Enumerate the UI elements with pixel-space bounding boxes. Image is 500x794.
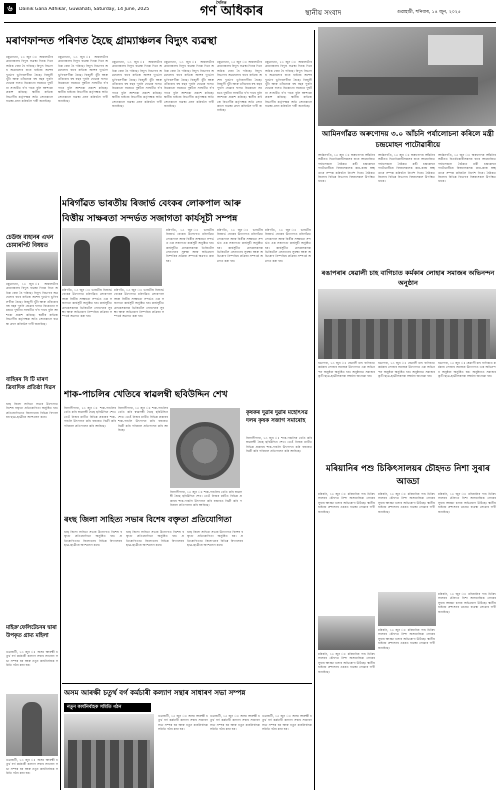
bottles-photo [318, 616, 375, 650]
article-9-subhead: নতুন কাৰ্যনিৰ্বাহক সমিতি গঠন [64, 703, 151, 712]
article-7-body-col6: মৰিয়নি, ১৩ জুন ঃ মৰিয়ানিৰ পশু চিকিৎসালয়ৰ চৌহদত নিশা অসামাজিক লোকৰ সুৰাৰ আড্ডা চলাৰ অভিযোগ উঠিছে। স্থানীয় ৰাইজে প্ৰশাসনৰ ওচৰত ব্যৱস্থা লোৱাৰ দাবী জনাইছে। [318, 652, 375, 674]
article-7-body-col4: মৰিয়নি, ১৩ জুন ঃ মৰিয়ানিৰ পশু চিকিৎসালয়ৰ চৌহদত নিশা অসামাজিক লোকৰ সুৰাৰ আড্ডা চলাৰ অভিযোগ উঠিছে। স্থানীয় ৰাইজে প্ৰশাসনৰ ওচৰত ব্যৱস্থা লোৱাৰ দাবী জনাইছে। [378, 628, 435, 650]
group-shape [68, 740, 150, 788]
vegetable-photo [170, 408, 240, 488]
article-1-body-col4: ঢকুৱাখনা, ১৩ জুন ঃ অঞ্চলটোৰ গ্ৰাম্যাঞ্চলৰ বিদ্যুৎ ব্যৱস্থা দিনক দিনে অধিক বেয়া হৈ পৰিছে। বিদ্যুৎ বিভাগৰ অৱহেলাৰ বাবে ৰাইজে অশেষ দুৰ্ভোগ ভুগিবলগীয়া হৈছে। বিজুলী খুঁটা আৰু তাঁৰবোৰ বহু বছৰ পুৰণি হোৱাৰ ফলত যিকোনো সময়তে দুৰ্ঘটনা সংঘটিত হ'ব পাৰে বুলি আশংকা প্ৰকাশ কৰিছে। স্থানীয় ৰাইজে বিভাগীয় কৰ্তৃপক্ষক অতি সোনকালে ব্যৱস্থা গ্ৰহণ কৰিবলৈ দাবী জনাইছে। [164, 60, 214, 109]
side-article-2-body: ৰংছ জিলা সাহিত্য সভাৰ উদ্যোগত বিশেষ বক্তৃতা প্ৰতিযোগিতা অনুষ্ঠিত হয়। প্ৰতিযোগিতাত জিলাখনৰ বিভিন্ন বিদ্যালয়ৰ ছাত্ৰ-ছাত্ৰীয়ে অংশগ্ৰহণ কৰে। [6, 402, 58, 420]
article-1-body-col5: ঢকুৱাখনা, ১৩ জুন ঃ অঞ্চলটোৰ গ্ৰাম্যাঞ্চলৰ বিদ্যুৎ ব্যৱস্থা দিনক দিনে অধিক বেয়া হৈ পৰিছে। বিদ্যুৎ বিভাগৰ অৱহেলাৰ বাবে ৰাইজে অশেষ দুৰ্ভোগ ভুগিবলগীয়া হৈছে। বিজুলী খুঁটা আৰু তাঁৰবোৰ বহু বছৰ পুৰণি হোৱাৰ ফলত যিকোনো সময়তে দুৰ্ঘটনা সংঘটিত হ'ব পাৰে বুলি আশংকা প্ৰকাশ কৰিছে। স্থানীয় ৰাইজে বিভাগীয় কৰ্তৃপক্ষক অতি সোনকালে ব্যৱস্থা গ্ৰহণ কৰিবলৈ দাবী জনাইছে। [217, 60, 262, 113]
article-7-body-col2: মৰিয়নি, ১৩ জুন ঃ মৰিয়ানিৰ পশু চিকিৎসালয়ৰ চৌহদত নিশা অসামাজিক লোকৰ সুৰাৰ আড্ডা চলাৰ অভিযোগ উঠিছে। স্থানীয় ৰাইজে প্ৰশাসনৰ ওচৰত ব্যৱস্থা লোৱাৰ দাবী জনাইছে। [378, 492, 435, 514]
article-6-body: বিলাসীপাৰা, ১৩ জুন ঃ শাক-পাচলিৰ খেতি কৰি স্বাৱলম্বী হৈছে ছবিউদ্দিন শেখ। তেওঁ নিজৰ মাটিত বিভিন্ন প্ৰকাৰৰ শাক-পাচলি উৎপাদন কৰি বজাৰত বিক্ৰী কৰি পৰিয়াল প্ৰতিপালন কৰি আহিছে। [246, 436, 312, 454]
side-article-3-body-2: গুৱাহাটী, ১৩ জুন ঃ অসম আৰক্ষী চতুৰ্থ বৰ্গ কৰ্মচাৰী কল্যাণ সন্থাৰ সাধাৰণ সভা সম্পন্ন হয় আৰু নতুন কাৰ্যনিৰ্বাহক সমিতি গঠন কৰা হয়। [6, 758, 58, 776]
article-5-headline: শাক-পাচলিৰ খেতিৰে স্বাৱলম্বী ছবিউদ্দিন শেখ [64, 390, 228, 400]
article-9-top-rule [62, 683, 312, 684]
article-3-body-col1: মৰিগাঁও, ১৩ জুন ঃ ভাৰতীয় ৰিজাৰ্ভ বেংকৰ উদ্যোগত মৰিগাঁৱত লোকপাল আৰু বিত্তীয় সাক্ষৰতা সন্দৰ্ভত এক সজাগতা কাৰ্যসূচী অনুষ্ঠিত হয়। কাৰ্যসূচীত গ্ৰাহকসকলক ডিজিটেল লেনদেনৰ সুৰক্ষা আৰু অভিযোগ নিষ্পত্তিৰ প্ৰক্ৰিয়া সম্পৰ্কে অৱগত কৰা হয়। [62, 288, 112, 319]
rbi-photo [62, 228, 162, 286]
article-4-body-col1: ৰঙাপৰা, ১৩ জুন ঃ ষেৱালী চাহ বাগিচাত কৰ্মকাৰ লোহাৰ সমাজৰ উদ্যোগত এক অভিনন্দন অনুষ্ঠান অনুষ্ঠিত হয়। অনুষ্ঠানত সমাজৰ কৃতী ছাত্ৰ-ছাত্ৰীসকলক সম্বৰ্ধনা জনোৱা হয়। [318, 361, 375, 379]
article-7-headline: মৰিয়ানিৰ পশু চিকিৎসালয়ৰ চৌহদত নিশা সুৰাৰ আড্ডা [326, 464, 490, 487]
article-5-body-col1: বিলাসীপাৰা, ১৩ জুন ঃ শাক-পাচলিৰ খেতি কৰি স্বাৱলম্বী হৈছে ছবিউদ্দিন শেখ। তেওঁ নিজৰ মাটিত বিভিন্ন প্ৰকাৰৰ শাক-পাচলি উৎপাদন কৰি বজাৰত বিক্ৰী কৰি পৰিয়াল প্ৰতিপালন কৰি আহিছে। [64, 406, 116, 428]
article-4-body-col3: ৰঙাপৰা, ১৩ জুন ঃ ষেৱালী চাহ বাগিচাত কৰ্মকাৰ লোহাৰ সমাজৰ উদ্যোগত এক অভিনন্দন অনুষ্ঠান অনুষ্ঠিত হয়। অনুষ্ঠানত সমাজৰ কৃতী ছাত্ৰ-ছাত্ৰীসকলক সম্বৰ্ধনা জনোৱা হয়। [438, 361, 496, 379]
article-2-body-col1: আমিনগাঁও, ১৩ জুন ঃ অৰুণোদয় আঁচনিৰ অধীনত হিতাধিকাৰীসকলৰ বাবে আয়োজিত পৰ্যালোচনা বৈঠকত মন্ত্ৰী চন্দ্ৰমোহন পাটোৱাৰীয়ে বিষয়াসকলক কাম-কাজ স্বচ্ছতাৰে সম্পন্ন কৰিবলৈ নিৰ্দেশ দিয়ে। বৈঠকত জিলাৰ বিভিন্ন বিভাগৰ বিষয়াসকল উপস্থিত থাকে। [318, 153, 375, 184]
article-9-body-col2: গুৱাহাটী, ১৩ জুন ঃ অসম আৰক্ষী চতুৰ্থ বৰ্গ কৰ্মচাৰী কল্যাণ সন্থাৰ সাধাৰণ সভা সম্পন্ন হয় আৰু নতুন কাৰ্যনিৰ্বাহক সমিতি গঠন কৰা হয়। [210, 714, 260, 732]
logo-top: দৈনিক [216, 0, 227, 5]
masthead-date: গুৱাহাটী, শনিবাৰ, ১৪ জুন, ২০২৫ [397, 10, 461, 15]
article-1-body-col6: ঢকুৱাখনা, ১৩ জুন ঃ অঞ্চলটোৰ গ্ৰাম্যাঞ্চলৰ বিদ্যুৎ ব্যৱস্থা দিনক দিনে অধিক বেয়া হৈ পৰিছে। বিদ্যুৎ বিভাগৰ অৱহেলাৰ বাবে ৰাইজে অশেষ দুৰ্ভোগ ভুগিবলগীয়া হৈছে। বিজুলী খুঁটা আৰু তাঁৰবোৰ বহু বছৰ পুৰণি হোৱাৰ ফলত যিকোনো সময়তে দুৰ্ঘটনা সংঘটিত হ'ব পাৰে বুলি আশংকা প্ৰকাশ কৰিছে। স্থানীয় ৰাইজে বিভাগীয় কৰ্তৃপক্ষক অতি সোনকালে ব্যৱস্থা গ্ৰহণ কৰিবলৈ দাবী জনাইছে। [265, 60, 312, 109]
side-article-3-headline: মাইক্ৰ'ফেলিটেচনৰ দ্বাৰা উপকৃত গ্ৰাম্য মহিলা [6, 625, 57, 639]
article-6-headline: কৃষকৰ দুৱাৰ দুৱাৰ মহোৎসৱ দলৰ কৃষক সজাগ সমাৰোহ [246, 410, 308, 424]
article-7-body-col5: মৰিয়নি, ১৩ জুন ঃ মৰিয়ানিৰ পশু চিকিৎসালয়ৰ চৌহদত নিশা অসামাজিক লোকৰ সুৰাৰ আড্ডা চলাৰ অভিযোগ উঠিছে। স্থানীয় ৰাইজে প্ৰশাসনৰ ওচৰত ব্যৱস্থা লোৱাৰ দাবী জনাইছে। [438, 592, 496, 614]
article-3-headline-line2: বিত্তীয় সাক্ষৰতা সন্দৰ্ভত সজাগতা কাৰ্যসূচী সম্পন্ন [62, 214, 238, 224]
masthead-divider [4, 22, 496, 23]
article-8-body-col1: ৰংছ জিলা সাহিত্য সভাৰ উদ্যোগত বিশেষ বক্তৃতা প্ৰতিযোগিতা অনুষ্ঠিত হয়। প্ৰতিযোগিতাত জিলাখনৰ বিভিন্ন বিদ্যালয়ৰ ছাত্ৰ-ছাত্ৰীয়ে অংশগ্ৰহণ কৰে। [64, 530, 122, 548]
side-article-1-body: ঢকুৱাখনা, ১৩ জুন ঃ অঞ্চলটোৰ গ্ৰাম্যাঞ্চলৰ বিদ্যুৎ ব্যৱস্থা দিনক দিনে অধিক বেয়া হৈ পৰিছে। বিদ্যুৎ বিভাগৰ অৱহেলাৰ বাবে ৰাইজে অশেষ দুৰ্ভোগ ভুগিবলগীয়া হৈছে। বিজুলী খুঁটা আৰু তাঁৰবোৰ বহু বছৰ পুৰণি হোৱাৰ ফলত যিকোনো সময়তে দুৰ্ঘটনা সংঘটিত হ'ব পাৰে বুলি আশংকা প্ৰকাশ কৰিছে। স্থানীয় ৰাইজে বিভাগীয় কৰ্তৃপক্ষক অতি সোনকালে ব্যৱস্থা গ্ৰহণ কৰিবলৈ দাবী জনাইছে। [6, 282, 58, 326]
side-article-1-photo [6, 252, 58, 280]
article-1-body-col2: ঢকুৱাখনা, ১৩ জুন ঃ অঞ্চলটোৰ গ্ৰাম্যাঞ্চলৰ বিদ্যুৎ ব্যৱস্থা দিনক দিনে অধিক বেয়া হৈ পৰিছে। বিদ্যুৎ বিভাগৰ অৱহেলাৰ বাবে ৰাইজে অশেষ দুৰ্ভোগ ভুগিবলগীয়া হৈছে। বিজুলী খুঁটা আৰু তাঁৰবোৰ বহু বছৰ পুৰণি হোৱাৰ ফলত যিকোনো সময়তে দুৰ্ঘটনা সংঘটিত হ'ব পাৰে বুলি আশংকা প্ৰকাশ কৰিছে। স্থানীয় ৰাইজে বিভাগীয় কৰ্তৃপক্ষক অতি সোনকালে ব্যৱস্থা গ্ৰহণ কৰিবলৈ দাবী জনাইছে। [58, 55, 108, 104]
rbi-person-1 [74, 240, 90, 286]
article-8-headline: ৰংছ জিলা সাহিত্য সভাৰ বিশেষ বক্তৃতা প্ৰতিযোগিতা [64, 515, 232, 524]
article-4-headline: ৰঙাপৰাৰ ষেৱালী চাহ বাগিচাত কৰ্মকাৰ লোহাৰ সমাজৰ অভিনন্দন অনুষ্ঠান [321, 269, 495, 287]
rbi-person-2 [110, 236, 130, 286]
article-9-body-col3: গুৱাহাটী, ১৩ জুন ঃ অসম আৰক্ষী চতুৰ্থ বৰ্গ কৰ্মচাৰী কল্যাণ সন্থাৰ সাধাৰণ সভা সম্পন্ন হয় আৰু নতুন কাৰ্যনিৰ্বাহক সমিতি গঠন কৰা হয়। [262, 714, 312, 732]
newspaper-logo: গণ অধিকাৰ [200, 4, 264, 19]
article-1-headline: মৰাণফান্দত পৰিণত হৈছে গ্ৰাম্যাঞ্চলৰ বিদ্যুৎ ব্যৱস্থা [6, 35, 217, 47]
vertical-rule-left [60, 196, 61, 790]
vegetable-basket [176, 422, 234, 480]
page-number: ৬ [7, 4, 13, 13]
article-1-body-col1: ঢকুৱাখনা, ১৩ জুন ঃ অঞ্চলটোৰ গ্ৰাম্যাঞ্চলৰ বিদ্যুৎ ব্যৱস্থা দিনক দিনে অধিক বেয়া হৈ পৰিছে। বিদ্যুৎ বিভাগৰ অৱহেলাৰ বাবে ৰাইজে অশেষ দুৰ্ভোগ ভুগিবলগীয়া হৈছে। বিজুলী খুঁটা আৰু তাঁৰবোৰ বহু বছৰ পুৰণি হোৱাৰ ফলত যিকোনো সময়তে দুৰ্ঘটনা সংঘটিত হ'ব পাৰে বুলি আশংকা প্ৰকাশ কৰিছে। স্থানীয় ৰাইজে বিভাগীয় কৰ্তৃপক্ষক অতি সোনকালে ব্যৱস্থা গ্ৰহণ কৰিবলৈ দাবী জনাইছে। [6, 55, 53, 104]
crowd-shape [324, 319, 490, 359]
association-photo [64, 714, 154, 788]
animal-hospital-photo [378, 592, 436, 626]
article-5-body-col3: বিলাসীপাৰা, ১৩ জুন ঃ শাক-পাচলিৰ খেতি কৰি স্বাৱলম্বী হৈছে ছবিউদ্দিন শেখ। তেওঁ নিজৰ মাটিত বিভিন্ন প্ৰকাৰৰ শাক-পাচলি উৎপাদন কৰি বজাৰত বিক্ৰী কৰি পৰিয়াল প্ৰতিপালন কৰি আহিছে। [170, 490, 242, 508]
side-article-3-photo [6, 694, 58, 756]
article-7-body-col3: মৰিয়নি, ১৩ জুন ঃ মৰিয়ানিৰ পশু চিকিৎসালয়ৰ চৌহদত নিশা অসামাজিক লোকৰ সুৰাৰ আড্ডা চলাৰ অভিযোগ উঠিছে। স্থানীয় ৰাইজে প্ৰশাসনৰ ওচৰত ব্যৱস্থা লোৱাৰ দাবী জনাইছে। [438, 492, 496, 514]
article-4-body-col2: ৰঙাপৰা, ১৩ জুন ঃ ষেৱালী চাহ বাগিচাত কৰ্মকাৰ লোহাৰ সমাজৰ উদ্যোগত এক অভিনন্দন অনুষ্ঠান অনুষ্ঠিত হয়। অনুষ্ঠানত সমাজৰ কৃতী ছাত্ৰ-ছাত্ৰীসকলক সম্বৰ্ধনা জনোৱা হয়। [378, 361, 435, 379]
article-3-body-col5: মৰিগাঁও, ১৩ জুন ঃ ভাৰতীয় ৰিজাৰ্ভ বেংকৰ উদ্যোগত মৰিগাঁৱত লোকপাল আৰু বিত্তীয় সাক্ষৰতা সন্দৰ্ভত এক সজাগতা কাৰ্যসূচী অনুষ্ঠিত হয়। কাৰ্যসূচীত গ্ৰাহকসকলক ডিজিটেল লেনদেনৰ সুৰক্ষা আৰু অভিযোগ নিষ্পত্তিৰ প্ৰক্ৰিয়া সম্পৰ্কে অৱগত কৰা হয়। [265, 228, 311, 263]
vertical-rule-2 [314, 300, 315, 790]
article-3-headline-line1: মৰিগাঁৱত ভাৰতীয় ৰিজাৰ্ভ বেংকৰ লোকপাল আৰু [62, 199, 241, 209]
article-8-body-col3: ৰংছ জিলা সাহিত্য সভাৰ উদ্যোগত বিশেষ বক্তৃতা প্ৰতিযোগিতা অনুষ্ঠিত হয়। প্ৰতিযোগিতাত জিলাখনৰ বিভিন্ন বিদ্যালয়ৰ ছাত্ৰ-ছাত্ৰীয়ে অংশগ্ৰহণ কৰে। [187, 530, 243, 548]
side-article-1-headline: চেউজ বাহানৰ এখন চোমাৰপিট বিষয়ত [6, 235, 54, 249]
side-photo-person [22, 702, 42, 756]
article-2-headline: আমিনগাঁৱত অৰুণোদয় ৩.০ আঁচনি পৰ্যালোচনা কৰিলে মন্ত্ৰী চন্দ্ৰমোহন পাটোৱাৰীয়ে [322, 129, 494, 149]
article-5-body-col2: বিলাসীপাৰা, ১৩ জুন ঃ শাক-পাচলিৰ খেতি কৰি স্বাৱলম্বী হৈছে ছবিউদ্দিন শেখ। তেওঁ নিজৰ মাটিত বিভিন্ন প্ৰকাৰৰ শাক-পাচলি উৎপাদন কৰি বজাৰত বিক্ৰী কৰি পৰিয়াল প্ৰতিপালন কৰি আহিছে। [118, 406, 168, 433]
meeting-table-shape [338, 77, 478, 95]
article-7-body-col1: মৰিয়নি, ১৩ জুন ঃ মৰিয়ানিৰ পশু চিকিৎসালয়ৰ চৌহদত নিশা অসামাজিক লোকৰ সুৰাৰ আড্ডা চলাৰ অভিযোগ উঠিছে। স্থানীয় ৰাইজে প্ৰশাসনৰ ওচৰত ব্যৱস্থা লোৱাৰ দাবী জনাইছে। [318, 492, 375, 514]
meeting-photo [318, 27, 496, 126]
masthead-left-info: Dainik Gana Adhikar, Guwahati, Saturday, 14 June, 2025 [19, 7, 150, 12]
article-2-body-col3: আমিনগাঁও, ১৩ জুন ঃ অৰুণোদয় আঁচনিৰ অধীনত হিতাধিকাৰীসকলৰ বাবে আয়োজিত পৰ্যালোচনা বৈঠকত মন্ত্ৰী চন্দ্ৰমোহন পাটোৱাৰীয়ে বিষয়াসকলক কাম-কাজ স্বচ্ছতাৰে সম্পন্ন কৰিবলৈ নিৰ্দেশ দিয়ে। বৈঠকত জিলাৰ বিভিন্ন বিভাগৰ বিষয়াসকল উপস্থিত থাকে। [438, 153, 496, 184]
article-2-body-col2: আমিনগাঁও, ১৩ জুন ঃ অৰুণোদয় আঁচনিৰ অধীনত হিতাধিকাৰীসকলৰ বাবে আয়োজিত পৰ্যালোচনা বৈঠকত মন্ত্ৰী চন্দ্ৰমোহন পাটোৱাৰীয়ে বিষয়াসকলক কাম-কাজ স্বচ্ছতাৰে সম্পন্ন কৰিবলৈ নিৰ্দেশ দিয়ে। বৈঠকত জিলাৰ বিভিন্ন বিভাগৰ বিষয়াসকল উপস্থিত থাকে। [378, 153, 435, 184]
article-3-body-col3: মৰিগাঁও, ১৩ জুন ঃ ভাৰতীয় ৰিজাৰ্ভ বেংকৰ উদ্যোগত মৰিগাঁৱত লোকপাল আৰু বিত্তীয় সাক্ষৰতা সন্দৰ্ভত এক সজাগতা কাৰ্যসূচী অনুষ্ঠিত হয়। কাৰ্যসূচীত গ্ৰাহকসকলক ডিজিটেল লেনদেনৰ সুৰক্ষা আৰু অভিযোগ নিষ্পত্তিৰ প্ৰক্ৰিয়া সম্পৰ্কে অৱগত কৰা হয়। [166, 228, 214, 263]
side-article-3-body: গুৱাহাটী, ১৩ জুন ঃ অসম আৰক্ষী চতুৰ্থ বৰ্গ কৰ্মচাৰী কল্যাণ সন্থাৰ সাধাৰণ সভা সম্পন্ন হয় আৰু নতুন কাৰ্যনিৰ্বাহক সমিতি গঠন কৰা হয়। [6, 650, 58, 668]
meeting-screen-shape [428, 35, 483, 65]
article-1-body-col3: ঢকুৱাখনা, ১৩ জুন ঃ অঞ্চলটোৰ গ্ৰাম্যাঞ্চলৰ বিদ্যুৎ ব্যৱস্থা দিনক দিনে অধিক বেয়া হৈ পৰিছে। বিদ্যুৎ বিভাগৰ অৱহেলাৰ বাবে ৰাইজে অশেষ দুৰ্ভোগ ভুগিবলগীয়া হৈছে। বিজুলী খুঁটা আৰু তাঁৰবোৰ বহু বছৰ পুৰণি হোৱাৰ ফলত যিকোনো সময়তে দুৰ্ঘটনা সংঘটিত হ'ব পাৰে বুলি আশংকা প্ৰকাশ কৰিছে। স্থানীয় ৰাইজে বিভাগীয় কৰ্তৃপক্ষক অতি সোনকালে ব্যৱস্থা গ্ৰহণ কৰিবলৈ দাবী জনাইছে। [112, 60, 162, 109]
side-article-2-headline: বাহিৰৰ বি টি মাৰণ ত্ৰিবাদিক প্ৰতিষ্ঠা দিৱস [6, 377, 56, 391]
article-8-body-col2: ৰংছ জিলা সাহিত্য সভাৰ উদ্যোগত বিশেষ বক্তৃতা প্ৰতিযোগিতা অনুষ্ঠিত হয়। প্ৰতিযোগিতাত জিলাখনৰ বিভিন্ন বিদ্যালয়ৰ ছাত্ৰ-ছাত্ৰীয়ে অংশগ্ৰহণ কৰে। [126, 530, 184, 548]
article-3-body-col2: মৰিগাঁও, ১৩ জুন ঃ ভাৰতীয় ৰিজাৰ্ভ বেংকৰ উদ্যোগত মৰিগাঁৱত লোকপাল আৰু বিত্তীয় সাক্ষৰতা সন্দৰ্ভত এক সজাগতা কাৰ্যসূচী অনুষ্ঠিত হয়। কাৰ্যসূচীত গ্ৰাহকসকলক ডিজিটেল লেনদেনৰ সুৰক্ষা আৰু অভিযোগ নিষ্পত্তিৰ প্ৰক্ৰিয়া সম্পৰ্কে অৱগত কৰা হয়। [114, 288, 164, 319]
lohar-samaj-photo [318, 289, 496, 359]
article-9-headline: অসম আৰক্ষী চতুৰ্থ বৰ্গ কৰ্মচাৰী কল্যাণ সন্থাৰ সাধাৰণ সভা সম্পন্ন [64, 689, 246, 697]
masthead [0, 0, 500, 24]
section-label: স্থানীয় সংবাদ [305, 9, 342, 17]
vertical-rule-1 [314, 30, 315, 300]
article-3-body-col4: মৰিগাঁও, ১৩ জুন ঃ ভাৰতীয় ৰিজাৰ্ভ বেংকৰ উদ্যোগত মৰিগাঁৱত লোকপাল আৰু বিত্তীয় সাক্ষৰতা সন্দৰ্ভত এক সজাগতা কাৰ্যসূচী অনুষ্ঠিত হয়। কাৰ্যসূচীত গ্ৰাহকসকলক ডিজিটেল লেনদেনৰ সুৰক্ষা আৰু অভিযোগ নিষ্পত্তিৰ প্ৰক্ৰিয়া সম্পৰ্কে অৱগত কৰা হয়। [217, 228, 263, 263]
article-9-body-col1: গুৱাহাটী, ১৩ জুন ঃ অসম আৰক্ষী চতুৰ্থ বৰ্গ কৰ্মচাৰী কল্যাণ সন্থাৰ সাধাৰণ সভা সম্পন্ন হয় আৰু নতুন কাৰ্যনিৰ্বাহক সমিতি গঠন কৰা হয়। [158, 714, 208, 732]
